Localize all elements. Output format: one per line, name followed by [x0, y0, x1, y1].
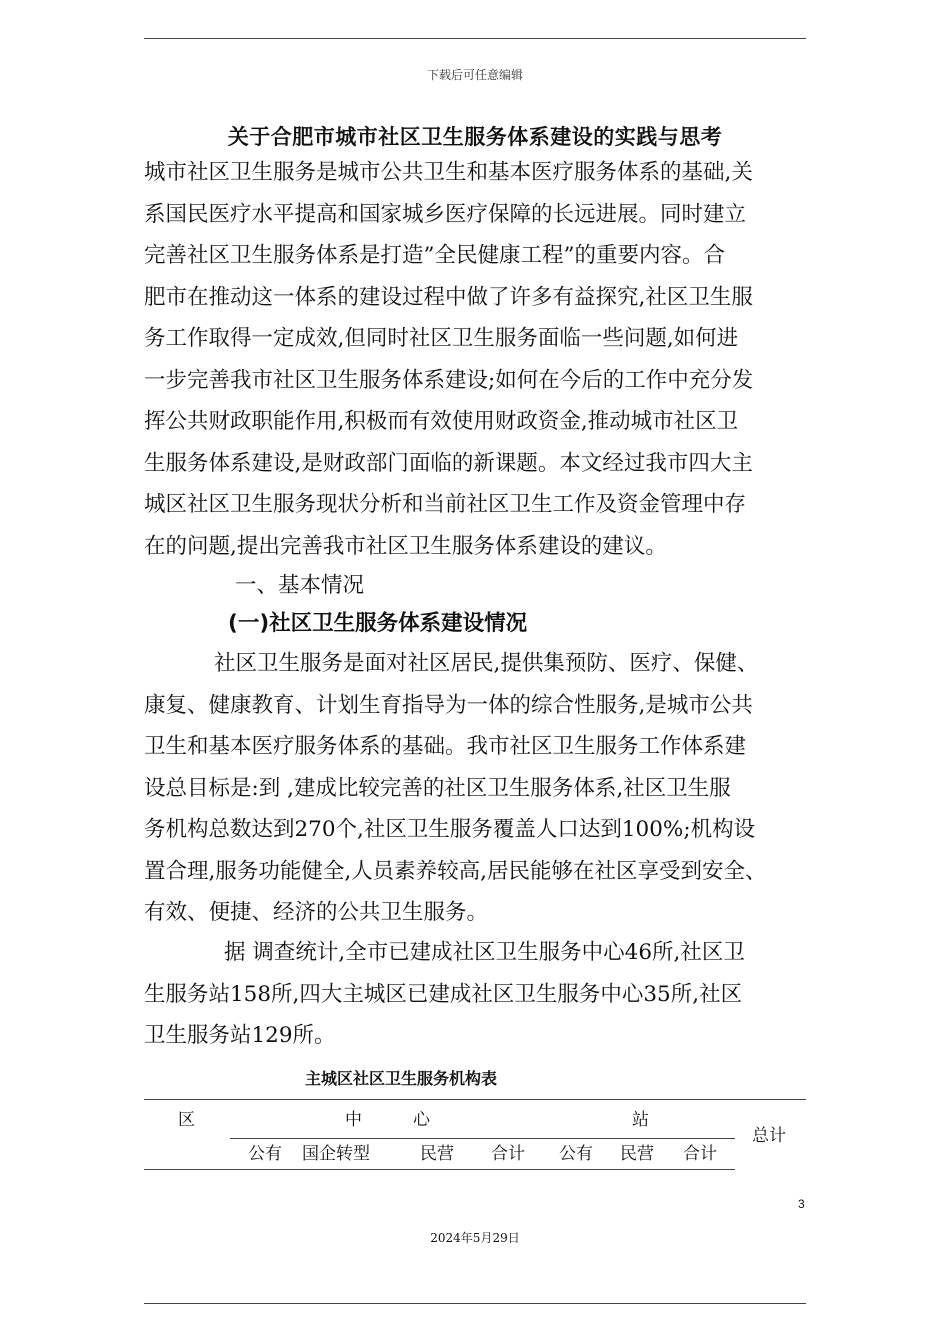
sub-header-soe-transform: 国企转型	[302, 1144, 370, 1164]
sub-header-subtotal: 合计	[491, 1144, 525, 1164]
text-line: 挥公共财政职能作用,积极而有效使用财政资金,推动城市社区卫	[144, 409, 739, 434]
text-line: 设总目标是:到 ,建成比较完善的社区卫生服务体系,社区卫生服	[144, 775, 731, 801]
col-header-center-1: 中	[345, 1110, 362, 1130]
table-bottom-rule	[144, 1169, 735, 1170]
text-line: 系国民医疗水平提高和国家城乡医疗保障的长远进展。同时建立	[144, 201, 747, 227]
document-title: 关于合肥市城市社区卫生服务体系建设的实践与思考	[227, 125, 723, 149]
text-line: 康复、健康教育、计划生育指导为一体的综合性服务,是城市公共	[144, 692, 753, 718]
text-line: 城市社区卫生服务是城市公共卫生和基本医疗服务体系的基础,关	[144, 160, 753, 185]
footer-rule	[144, 1303, 806, 1304]
sub-header-public: 公有	[559, 1144, 593, 1164]
text-line: 务工作取得一定成效,但同时社区卫生服务面临一些问题,如何进	[144, 326, 739, 351]
text-line: 置合理,服务功能健全,人员素养较高,居民能够在社区享受到安全、	[144, 858, 767, 884]
sub-header-subtotal: 合计	[683, 1144, 717, 1164]
col-header-district: 区	[178, 1110, 195, 1130]
text-line: 卫生服务站129所。	[144, 1023, 336, 1048]
text-line: 卫生和基本医疗服务体系的基础。我市社区卫生服务工作体系建	[144, 734, 747, 759]
header-rule	[144, 38, 806, 39]
section-heading: 一、基本情况	[235, 573, 365, 598]
text-line: 生服务站158所,四大主城区已建成社区卫生服务中心35所,社区	[144, 981, 743, 1007]
text-line: 社区卫生服务是面对社区居民,提供集预防、医疗、保健、	[214, 651, 759, 676]
col-header-total: 总计	[752, 1126, 786, 1146]
service-paragraph	[144, 643, 814, 934]
sub-header-private: 民营	[420, 1144, 454, 1164]
text-line: 据 调查统计,全市已建成社区卫生服务中心46所,社区卫	[224, 940, 745, 965]
text-line: 生服务体系建设,是财政部门面临的新课题。本文经过我市四大主	[144, 450, 753, 476]
footer-date: 2024年5月29日	[430, 1231, 520, 1245]
page-number: 3	[798, 1197, 805, 1211]
table-top-rule	[144, 1099, 806, 1100]
text-line: 有效、便捷、经济的公共卫生服务。	[144, 900, 489, 925]
text-line: 肥市在推动这一体系的建设过程中做了许多有益探究,社区卫生服	[144, 284, 753, 310]
col-header-center-2: 心	[413, 1110, 430, 1130]
table-caption: 主城区社区卫生服务机构表	[305, 1069, 498, 1088]
col-header-station: 站	[632, 1110, 649, 1130]
text-line: 一步完善我市社区卫生服务体系建设;如何在今后的工作中充分发	[144, 367, 754, 393]
text-line: 完善社区卫生服务体系是打造”全民健康工程”的重要内容。合	[144, 243, 725, 268]
text-line: 城区社区卫生服务现状分析和当前社区卫生工作及资金管理中存	[144, 492, 747, 517]
text-line: 在的问题,提出完善我市社区卫生服务体系建设的建议。	[144, 533, 667, 559]
intro-paragraph	[144, 152, 814, 567]
statistics-paragraph	[144, 932, 814, 1057]
text-line: 务机构总数达到270个,社区卫生服务覆盖人口达到100%;机构设	[144, 817, 756, 842]
sub-header-public: 公有	[248, 1144, 282, 1164]
subsection-heading: (一)社区卫生服务体系建设情况	[228, 611, 528, 636]
sub-header-private: 民营	[620, 1144, 654, 1164]
header-note: 下载后可任意编辑	[426, 68, 523, 82]
